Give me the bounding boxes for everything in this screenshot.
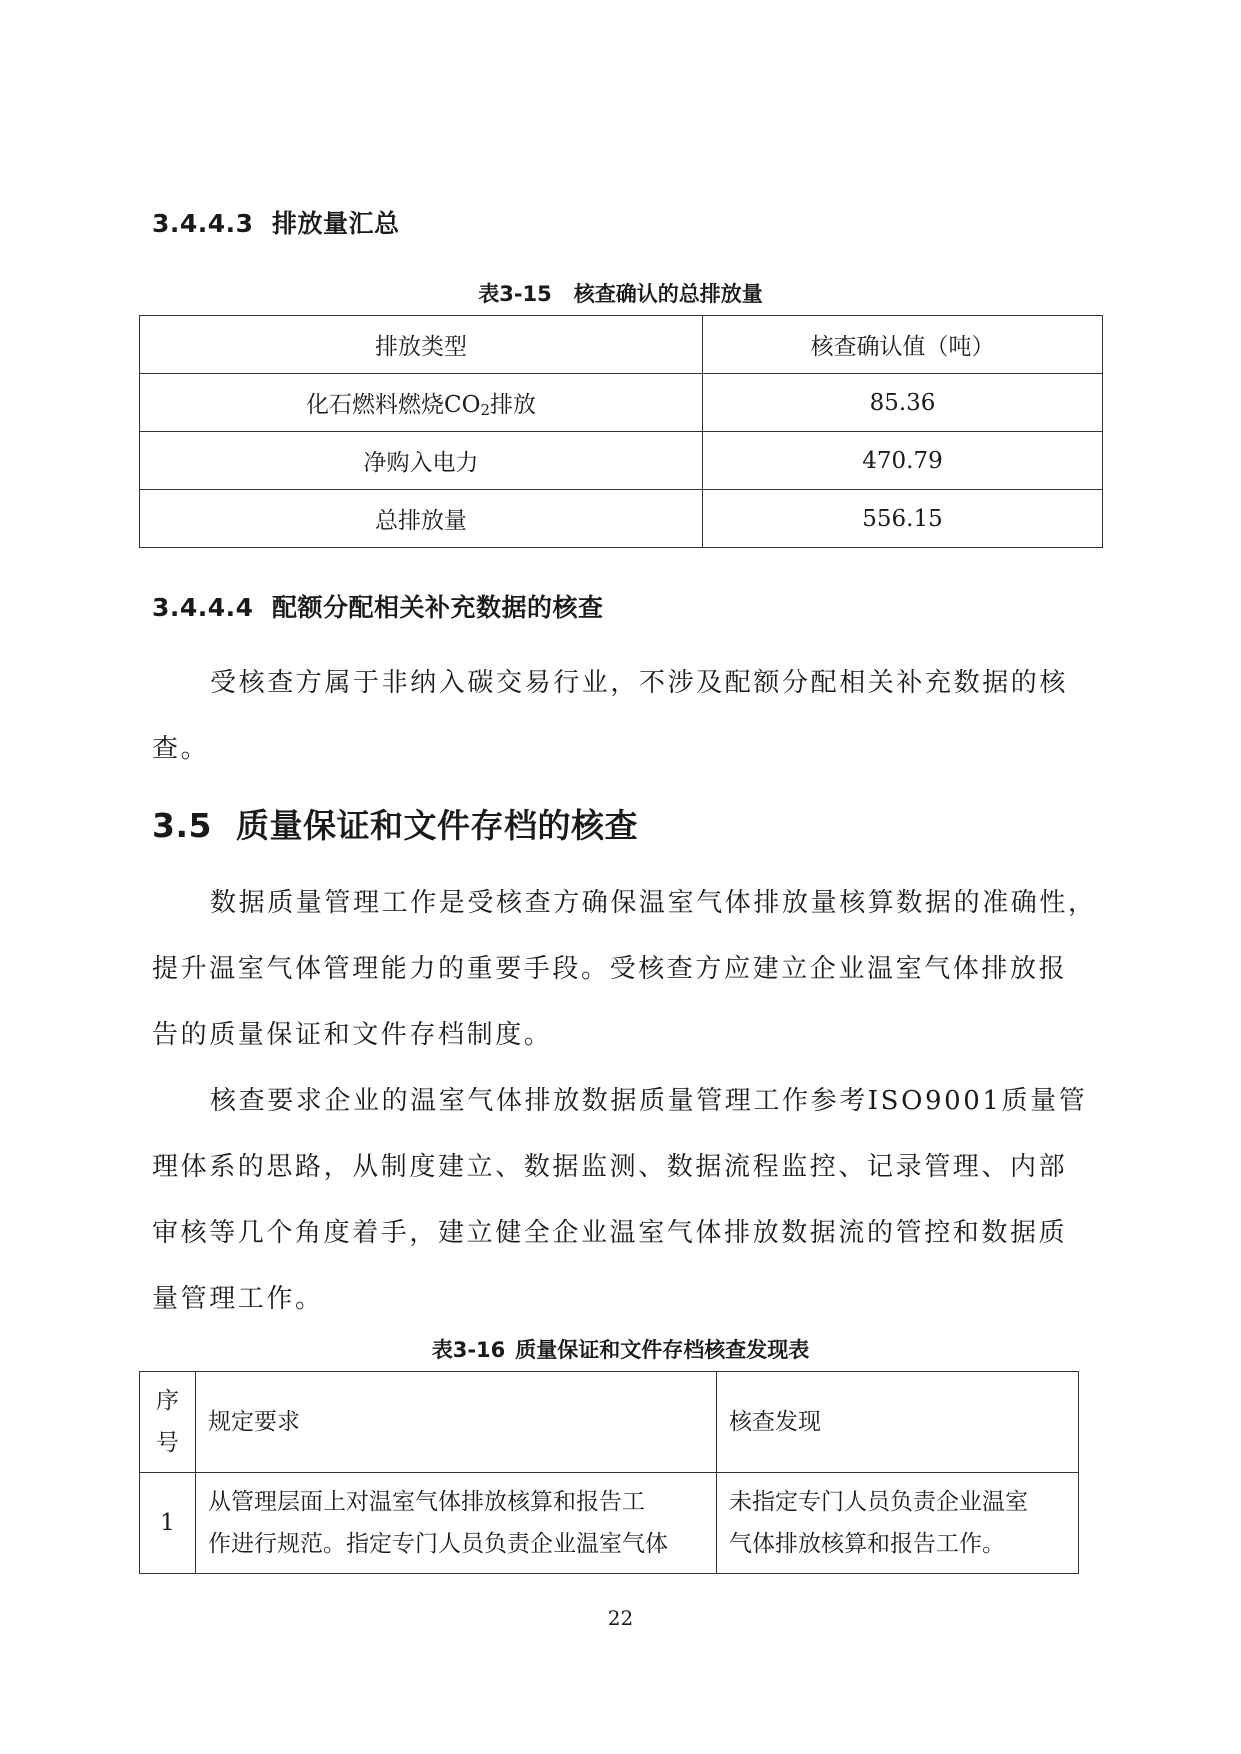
paragraph-line: 查。 [152,734,210,764]
finding-cell: 未指定专门人员负责企业温室 气体排放核算和报告工作。 [717,1473,1079,1574]
requirement-cell: 从管理层面上对温室气体排放核算和报告工 作进行规范。指定专门人员负责企业温室气体 [196,1473,717,1574]
paragraph-data-quality [152,870,1097,1068]
paragraph-line: 核查要求企业的温室气体排放数据质量管理工作参考ISO9001质量管 [210,1086,1088,1116]
section-number: 3.5 [152,806,212,845]
section-number: 3.4.4.3 [152,209,254,238]
paragraph-line: 数据质量管理工作是受核查方确保温室气体排放量核算数据的准确性， [210,888,1097,918]
verified-value-cell: 556.15 [703,490,1103,548]
table-row [140,374,1103,432]
paragraph-line: 提升温室气体管理能力的重要手段。受核查方应建立企业温室气体排放报 [152,954,1068,984]
section-heading-3-5 [152,800,638,847]
caption-number: 表3-15 [478,282,552,306]
seq-cell: 1 [140,1473,196,1574]
table-caption-3-16 [0,1334,1241,1364]
verified-value-cell: 85.36 [703,374,1103,432]
paragraph-line: 审核等几个角度着手，建立健全企业温室气体排放数据流的管控和数据质 [152,1218,1068,1248]
caption-title: 核查确认的总排放量 [573,282,763,306]
header-requirement: 规定要求 [196,1372,717,1473]
paragraph-line: 告的质量保证和文件存档制度。 [152,1020,553,1050]
table-caption-3-15 [0,278,1241,308]
paragraph-line: 受核查方属于非纳入碳交易行业，不涉及配额分配相关补充数据的核 [210,668,1069,698]
header-finding: 核查发现 [717,1372,1079,1473]
header-emission-type: 排放类型 [140,316,703,374]
page-number: 22 [607,1606,634,1630]
table-row [140,432,1103,490]
table-row [140,1473,1079,1574]
emission-type-cell: 总排放量 [140,490,703,548]
paragraph-line: 量管理工作。 [152,1284,324,1314]
section-heading-3-4-4-4 [152,588,604,624]
section-number: 3.4.4.4 [152,593,254,622]
emissions-summary-table [139,315,1103,548]
section-title: 配额分配相关补充数据的核查 [272,593,604,622]
caption-title: 质量保证和文件存档核查发现表 [515,1338,810,1362]
section-title: 排放量汇总 [272,209,400,238]
emission-type-cell: 净购入电力 [140,432,703,490]
section-title: 质量保证和文件存档的核查 [235,806,638,845]
paragraph-quota-data [152,650,1092,782]
paragraph-iso9001 [152,1068,1092,1332]
table-header-row [140,1372,1079,1473]
paragraph-line: 理体系的思路，从制度建立、数据监测、数据流程监控、记录管理、内部 [152,1152,1068,1182]
header-seq: 序 号 [140,1372,196,1473]
section-heading-3-4-4-3 [152,204,400,240]
quality-findings-table [139,1371,1079,1574]
emission-type-cell: 化石燃料燃烧$CO_2$排放 [140,374,703,432]
table-header-row [140,316,1103,374]
caption-number: 表3-16 [431,1338,506,1362]
table-row [140,490,1103,548]
verified-value-cell: 470.79 [703,432,1103,490]
header-verified-value: 核查确认值（吨） [703,316,1103,374]
